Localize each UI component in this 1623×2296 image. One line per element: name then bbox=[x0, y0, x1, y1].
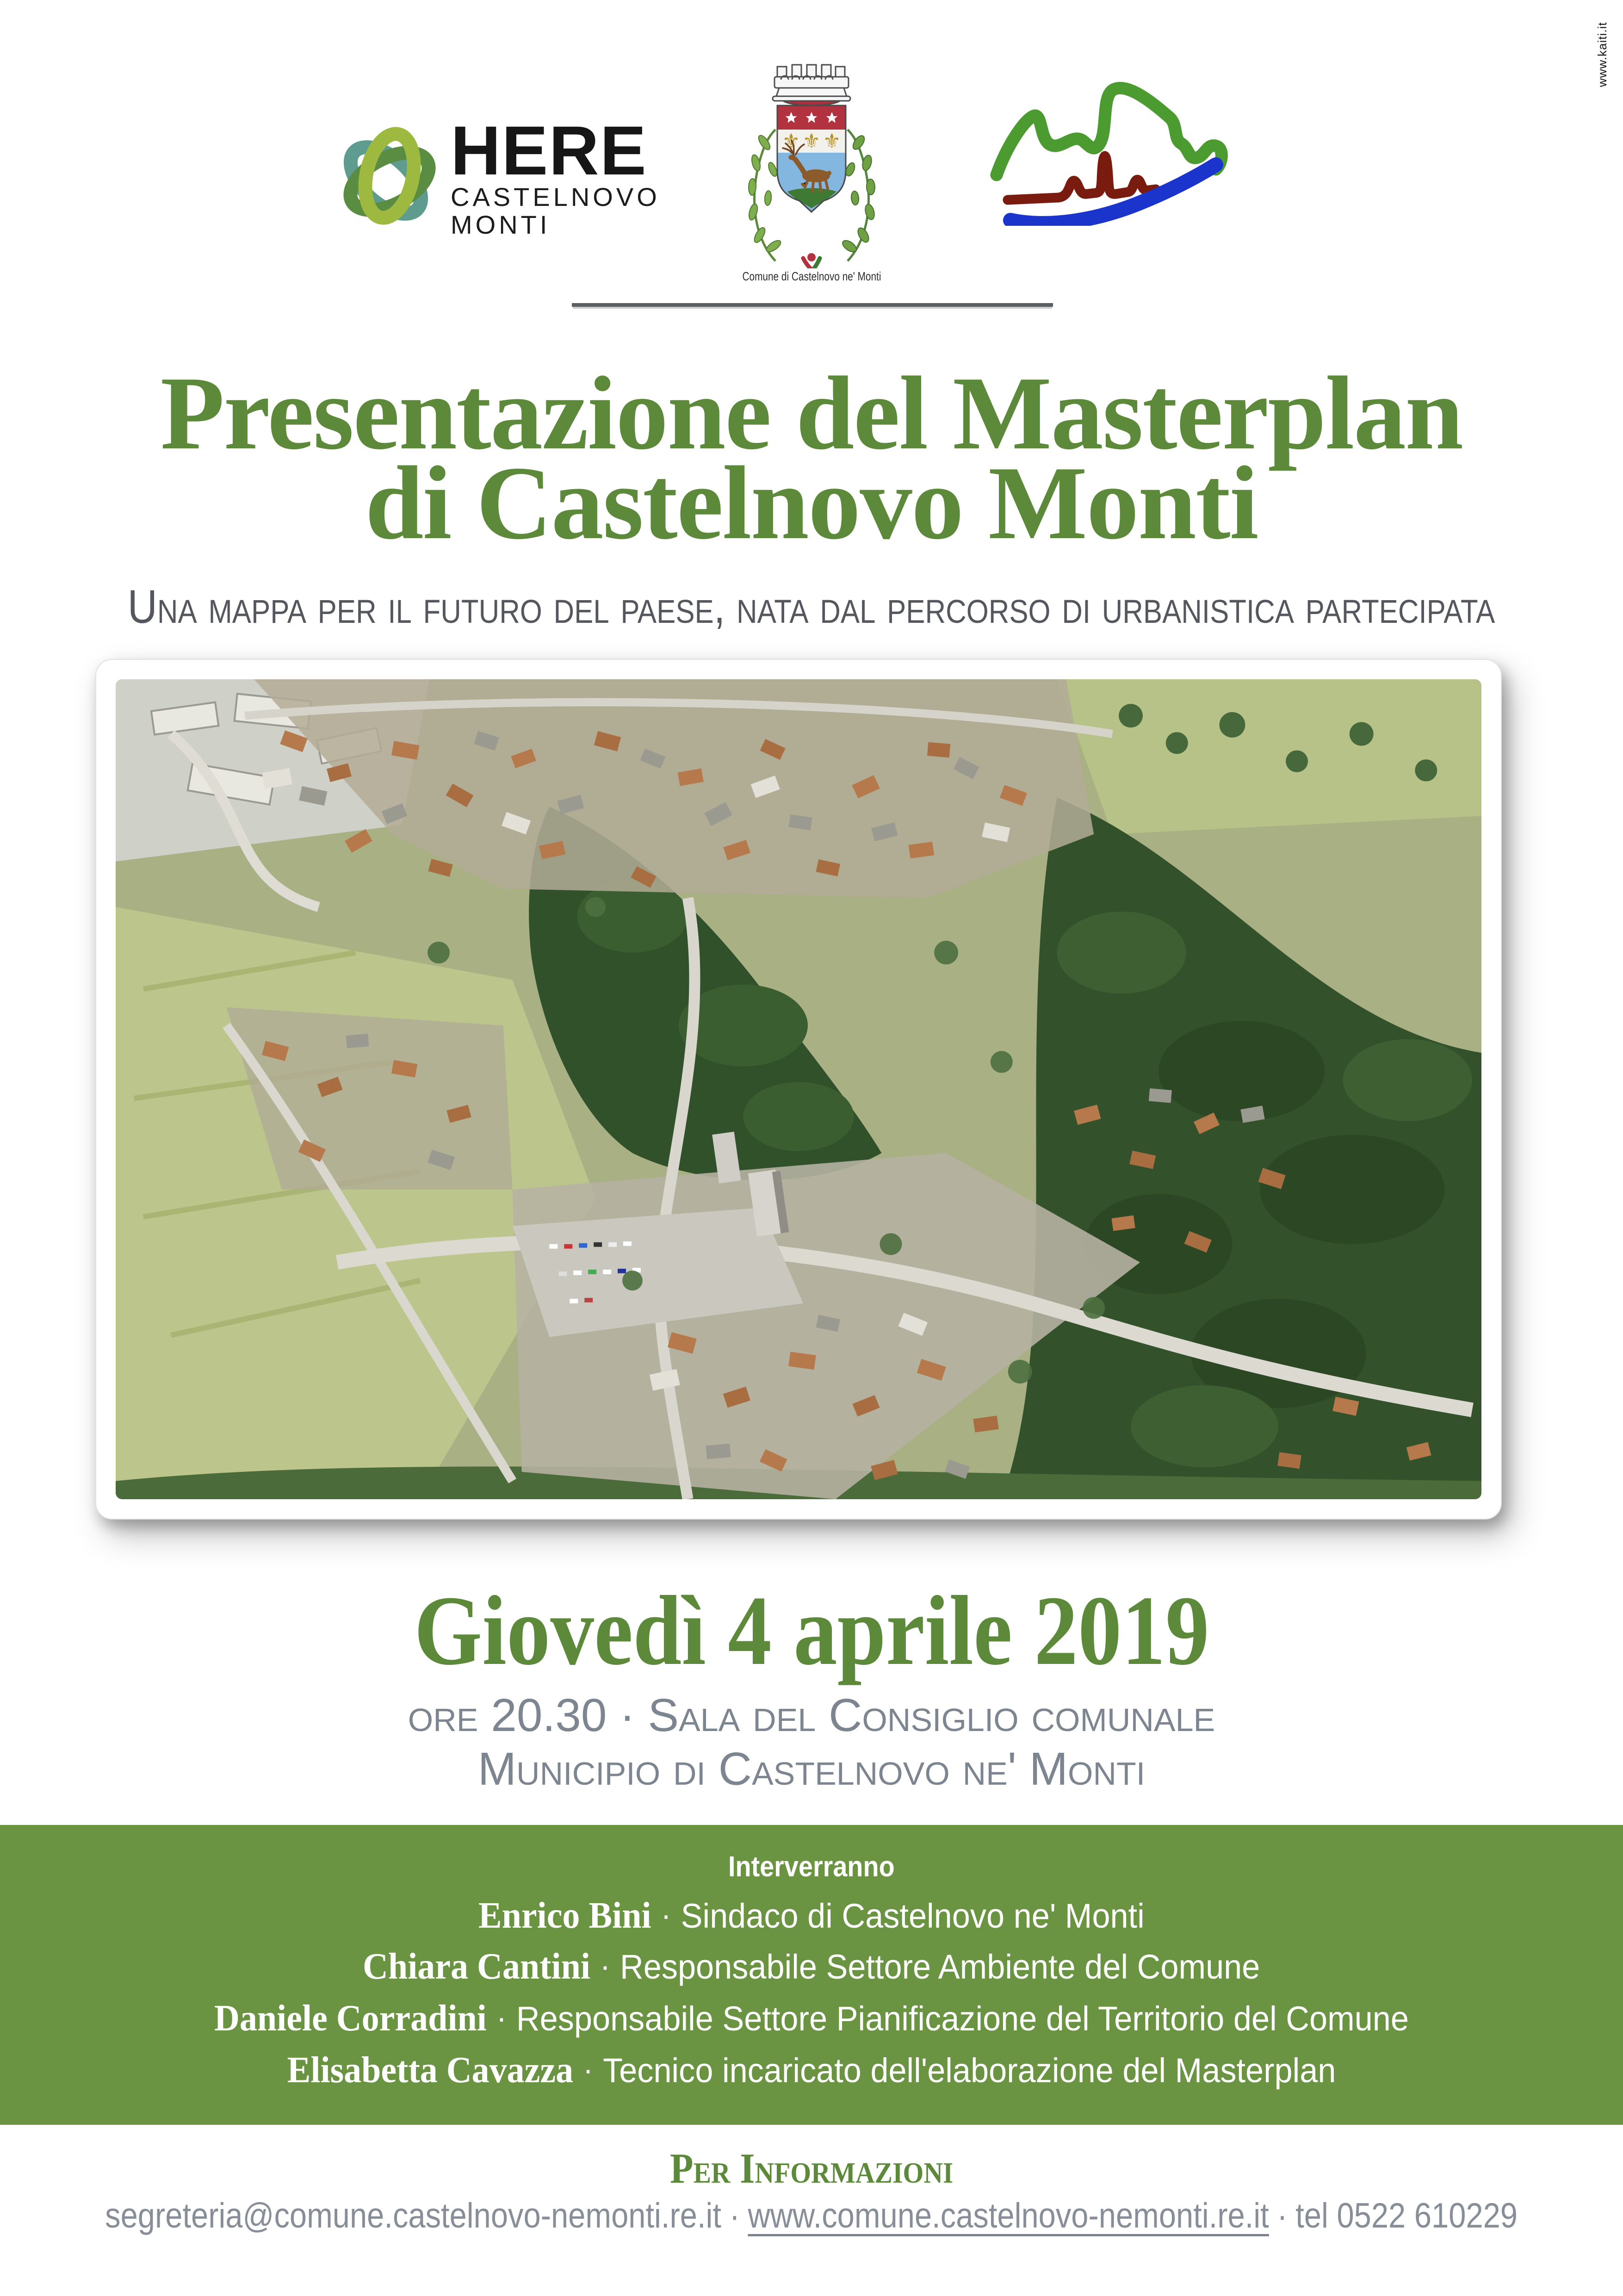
kaiti-credit: www.kaiti.it bbox=[1595, 22, 1609, 87]
ribbon-icon bbox=[803, 253, 820, 268]
separator-dot: · bbox=[600, 1947, 611, 1984]
speaker-name: Enrico Bini bbox=[478, 1895, 651, 1936]
here-word: HERE bbox=[451, 112, 647, 189]
speaker-role: Sindaco di Castelnovo ne' Monti bbox=[681, 1896, 1145, 1935]
separator-dot: · bbox=[661, 1896, 671, 1933]
phone-text: tel 0522 610229 bbox=[1295, 2196, 1518, 2235]
separator-dot: · bbox=[1277, 2196, 1288, 2235]
separator-dot: · bbox=[496, 1999, 507, 2035]
contact-line bbox=[0, 2193, 1623, 2238]
website-link[interactable]: www.comune.castelnovo-nemonti.re.it bbox=[748, 2196, 1270, 2235]
here-sub1: CASTELNOVO bbox=[451, 182, 660, 211]
event-time-place: ore 20.30 · Sala del Consiglio comunale bbox=[408, 1689, 1215, 1741]
svg-text:⚜: ⚜ bbox=[802, 130, 821, 153]
here-wordmark bbox=[451, 112, 660, 239]
separator-dot: · bbox=[729, 2196, 740, 2235]
photo-frame bbox=[95, 659, 1502, 1520]
here-sub2: MONTI bbox=[451, 210, 551, 239]
speaker-line bbox=[0, 2047, 1623, 2093]
info-heading: Per Informazioni bbox=[669, 2145, 954, 2192]
poster-title-line1: Presentazione del Masterplan bbox=[160, 355, 1463, 472]
speaker-name: Daniele Corradini bbox=[214, 1998, 487, 2039]
speaker-line bbox=[0, 1995, 1623, 2042]
shield-icon bbox=[777, 105, 846, 212]
speaker-role: Tecnico incaricato dell'elaborazione del Masterplan bbox=[603, 2051, 1336, 2090]
crown-icon bbox=[773, 65, 850, 105]
speaker-role: Responsabile Settore Pianificazione del Territorio del Comune bbox=[516, 1999, 1409, 2038]
speaker-name: Elisabetta Cavazza bbox=[287, 2049, 574, 2091]
svg-text:⚜: ⚜ bbox=[782, 130, 800, 153]
poster-subtitle: Una mappa per il futuro del paese, nata dal percorso di urbanistica partecipata bbox=[128, 580, 1495, 633]
aerial-photo bbox=[116, 679, 1481, 1499]
separator-dot: · bbox=[582, 2051, 594, 2087]
event-venue: Municipio di Castelnovo ne' Monti bbox=[477, 1743, 1146, 1795]
here-castelnovo-monti-logo bbox=[334, 112, 660, 246]
crest-caption: Comune di Castelnovo ne' Monti bbox=[742, 269, 881, 283]
here-rings-icon bbox=[334, 121, 443, 239]
speaker-line bbox=[0, 1893, 1623, 1939]
header-divider bbox=[572, 303, 1053, 307]
speaker-name: Chiara Cantini bbox=[363, 1946, 591, 1987]
speaker-role: Responsabile Settore Ambiente del Comune bbox=[620, 1947, 1260, 1986]
svg-text:⚜: ⚜ bbox=[823, 130, 841, 153]
speakers-heading: Interverranno bbox=[728, 1850, 895, 1883]
comune-crest-icon bbox=[733, 59, 890, 268]
appennino-skyline-icon bbox=[988, 73, 1238, 226]
event-date: Giovedì 4 aprile 2019 bbox=[414, 1575, 1209, 1686]
speaker-line bbox=[0, 1943, 1623, 1990]
email-text: segreteria@comune.castelnovo-nemonti.re.it bbox=[105, 2196, 722, 2235]
poster-title-line2: di Castelnovo Monti bbox=[365, 445, 1258, 561]
